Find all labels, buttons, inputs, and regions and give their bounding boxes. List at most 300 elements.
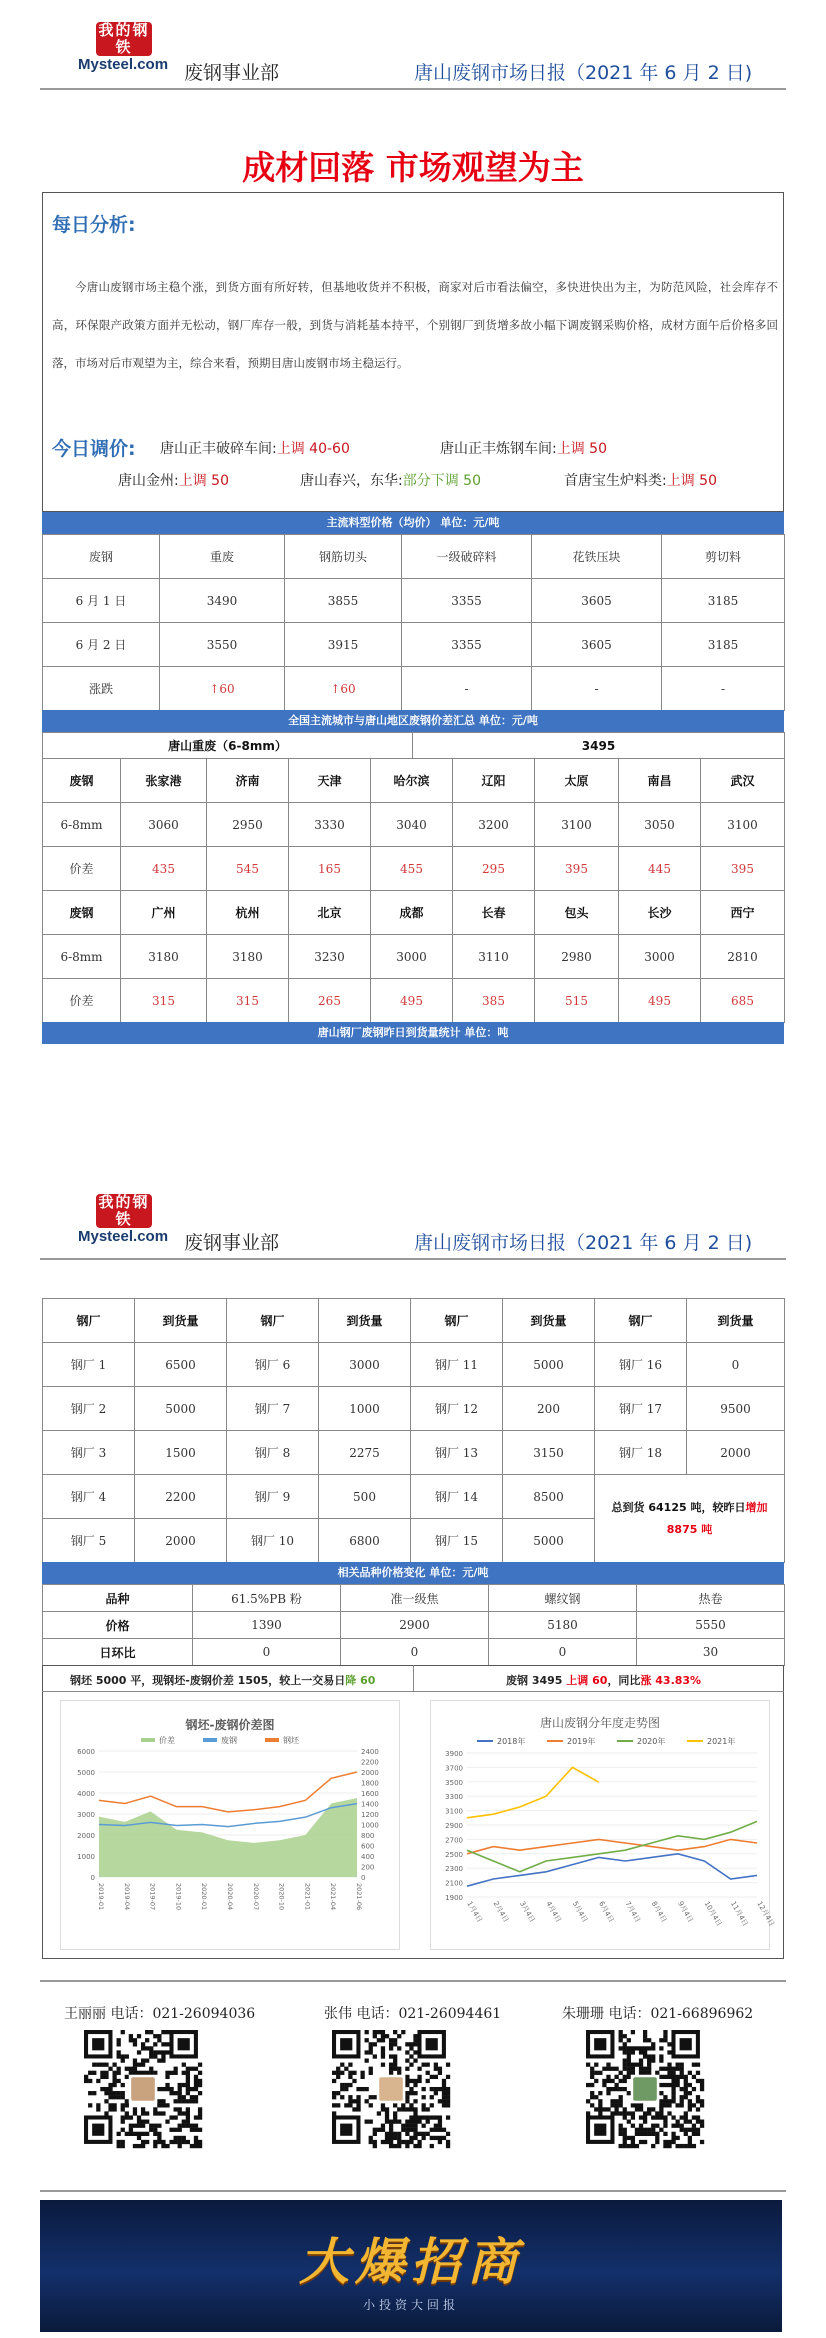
qr-module: [104, 2091, 108, 2095]
x-tick-label: 8月4日: [649, 1900, 669, 1924]
qr-module: [586, 2111, 590, 2115]
status-left: 钢坯 5000 平，现钢坯-废钢价差 1505，较上一交易日降 60: [70, 1674, 376, 1687]
qr-module: [631, 2046, 635, 2050]
qr-module: [684, 2095, 688, 2099]
qr-module: [667, 2099, 671, 2103]
qr-module: [121, 2030, 125, 2034]
qr-module: [639, 2063, 643, 2067]
qr-module: [129, 2067, 133, 2071]
qr-module: [161, 2103, 165, 2107]
qr-module: [125, 2075, 129, 2079]
qr-module: [393, 2132, 397, 2136]
city-cell: 515: [535, 979, 619, 1023]
qr-module: [393, 2136, 397, 2140]
qr-module: [594, 2079, 598, 2083]
mainstream-cell: -: [532, 667, 662, 711]
related-header: 准一级焦: [341, 1585, 489, 1612]
city-header: 哈尔滨: [371, 759, 453, 803]
annual-chart-box: [430, 1700, 776, 1950]
arrival-cell: 钢厂 1: [43, 1343, 135, 1387]
qr-module: [340, 2071, 344, 2075]
city-cell: 2950: [207, 803, 289, 847]
arrival-cell: 6500: [135, 1343, 227, 1387]
x-tick-label: 3月4日: [517, 1900, 537, 1924]
analysis-text: 今唐山废钢市场主稳个涨，到货方面有所好转，但基地收货并不积极，商家对后市看法偏空，多快进快出为主，为防范风险，社会库存不高，环保限产政策方面并无松动，钢厂库存一般，到货与消耗基本持平，个别钢厂到货增多故小幅下调废钢采购价格，成材方面午后价格多回落，市场对后市观望为主，综合来看，预期目唐山废钢市场主稳运行。: [52, 280, 778, 370]
qr-module: [619, 2030, 623, 2034]
qr-module: [623, 2115, 627, 2119]
qr-finder: [92, 2124, 104, 2136]
qr-module: [619, 2132, 623, 2136]
qr-module: [348, 2103, 352, 2107]
qr-module: [647, 2107, 651, 2111]
arrival-cell: 钢厂 16: [595, 1343, 687, 1387]
y-tick-label: 5000: [77, 1769, 95, 1777]
qr-module: [161, 2099, 165, 2103]
qr-module: [198, 2111, 202, 2115]
qr-module: [405, 2144, 409, 2148]
qr-module: [643, 2050, 647, 2054]
qr-module: [100, 2063, 104, 2067]
qr-module: [348, 2095, 352, 2099]
spread-chart-title: 钢坯-废钢价差图: [185, 1718, 275, 1732]
qr-module: [647, 2046, 651, 2050]
qr-module: [413, 2132, 417, 2136]
qr-module: [153, 2054, 157, 2058]
qr-module: [198, 2107, 202, 2111]
qr-module: [397, 2071, 401, 2075]
qr-module: [663, 2075, 667, 2079]
qr-module: [594, 2063, 598, 2067]
qr-module: [340, 2083, 344, 2087]
qr-module: [655, 2124, 659, 2128]
qr-module: [169, 2128, 173, 2132]
qr-module: [125, 2099, 129, 2103]
annual-chart-title: 唐山废钢分年度走势图: [539, 1716, 661, 1730]
mainstream-cell: 涨跌: [43, 667, 160, 711]
qr-module: [684, 2091, 688, 2095]
city-cell: 3100: [701, 803, 785, 847]
arrival-cell: 5000: [503, 1519, 595, 1563]
qr-module: [397, 2107, 401, 2111]
city-cell: 2980: [535, 935, 619, 979]
qr-module: [627, 2144, 631, 2148]
qr-module: [602, 2107, 606, 2111]
qr-module: [117, 2067, 121, 2071]
arrival-cell: 200: [503, 1387, 595, 1431]
qr-module: [100, 2087, 104, 2091]
qr-module: [438, 2067, 442, 2071]
qr-module: [598, 2091, 602, 2095]
qr-module: [422, 2115, 426, 2119]
qr-module: [149, 2046, 153, 2050]
qr-module: [647, 2111, 651, 2115]
qr-module: [178, 2140, 182, 2144]
x-tick-label: 10月4日: [702, 1900, 724, 1928]
y-tick-label: 3100: [445, 1807, 463, 1816]
qr-module: [161, 2140, 165, 2144]
qr-module: [145, 2132, 149, 2136]
qr-module: [594, 2071, 598, 2075]
qr-module: [389, 2067, 393, 2071]
qr-module: [643, 2046, 647, 2050]
city-header: 杭州: [207, 891, 289, 935]
qr-module: [393, 2103, 397, 2107]
qr-module: [639, 2046, 643, 2050]
qr-module: [401, 2030, 405, 2034]
qr-module: [614, 2067, 618, 2071]
city-header: 南昌: [619, 759, 701, 803]
qr-module: [133, 2111, 137, 2115]
mainstream-cell: 3605: [532, 579, 662, 623]
qr-module: [409, 2140, 413, 2144]
mainstream-bar: 主流料型价格（均价） 单位：元/吨: [42, 512, 784, 534]
city-header: 北京: [289, 891, 371, 935]
qr-module: [623, 2075, 627, 2079]
banner-title: 大爆招商: [299, 2232, 523, 2291]
qr-module: [365, 2058, 369, 2062]
qr-module: [676, 2103, 680, 2107]
mysteel-logo: [78, 1194, 174, 1244]
qr-finder: [340, 2124, 352, 2136]
qr-module: [178, 2128, 182, 2132]
qr-module: [161, 2058, 165, 2062]
qr-module: [157, 2140, 161, 2144]
city-cell: 3110: [453, 935, 535, 979]
qr-module: [369, 2103, 373, 2107]
qr-module: [422, 2132, 426, 2136]
qr-module: [651, 2042, 655, 2046]
qr-module: [434, 2128, 438, 2132]
qr-module: [623, 2128, 627, 2132]
qr-module: [344, 2067, 348, 2071]
promo-banner[interactable]: [40, 2200, 782, 2332]
qr-module: [676, 2079, 680, 2083]
qr-module: [692, 2144, 696, 2148]
qr-module: [198, 2115, 202, 2119]
qr-module: [117, 2091, 121, 2095]
qr-module: [651, 2144, 655, 2148]
qr-module: [614, 2107, 618, 2111]
qr-module: [413, 2034, 417, 2038]
qr-module: [610, 2099, 614, 2103]
arrival-cell: 钢厂 3: [43, 1431, 135, 1475]
qr-module: [405, 2058, 409, 2062]
qr-module: [385, 2140, 389, 2144]
qr-module: [141, 2063, 145, 2067]
qr-module: [190, 2099, 194, 2103]
y-tick-label: 3000: [77, 1811, 95, 1819]
qr-module: [112, 2083, 116, 2087]
qr-module: [631, 2050, 635, 2054]
qr-module: [659, 2107, 663, 2111]
qr-module: [117, 2042, 121, 2046]
qr-module: [141, 2046, 145, 2050]
qr-module: [377, 2030, 381, 2034]
qr-module: [174, 2067, 178, 2071]
arrival-header: 到货量: [135, 1299, 227, 1343]
qr-module: [198, 2071, 202, 2075]
qr-module: [684, 2111, 688, 2115]
qr-module: [393, 2054, 397, 2058]
qr-module: [696, 2079, 700, 2083]
qr-module: [161, 2111, 165, 2115]
qr-module: [651, 2132, 655, 2136]
qr-module: [434, 2091, 438, 2095]
qr-module: [614, 2103, 618, 2107]
city-header: 西宁: [701, 891, 785, 935]
qr-module: [684, 2132, 688, 2136]
qr-module: [149, 2128, 153, 2132]
qr-module: [631, 2071, 635, 2075]
qr-module: [381, 2103, 385, 2107]
qr-module: [186, 2099, 190, 2103]
qr-module: [178, 2099, 182, 2103]
qr-module: [688, 2144, 692, 2148]
qr-module: [198, 2140, 202, 2144]
qr-module: [190, 2095, 194, 2099]
qr-module: [623, 2140, 627, 2144]
qr-module: [178, 2107, 182, 2111]
qr-module: [631, 2136, 635, 2140]
city-cell: 3230: [289, 935, 371, 979]
qr-module: [627, 2046, 631, 2050]
qr-module: [137, 2120, 141, 2124]
qr-module: [182, 2071, 186, 2075]
qr-module: [430, 2136, 434, 2140]
qr-module: [389, 2140, 393, 2144]
qr-module: [671, 2115, 675, 2119]
qr-module: [117, 2079, 121, 2083]
qr-module: [133, 2038, 137, 2042]
qr-module: [446, 2099, 450, 2103]
qr-module: [369, 2050, 373, 2054]
arrival-header: 到货量: [687, 1299, 785, 1343]
qr-module: [137, 2071, 141, 2075]
qr-module: [165, 2087, 169, 2091]
city-cell: 395: [701, 847, 785, 891]
qr-module: [417, 2140, 421, 2144]
qr-module: [344, 2103, 348, 2107]
qr-module: [409, 2107, 413, 2111]
qr-module: [671, 2071, 675, 2075]
city-bar: 全国主流城市与唐山地区废钢价差汇总 单位：元/吨: [42, 710, 784, 732]
qr-module: [667, 2071, 671, 2075]
qr-module: [352, 2107, 356, 2111]
y-tick-label: 3300: [445, 1793, 463, 1802]
qr-module: [112, 2103, 116, 2107]
qr-module: [688, 2091, 692, 2095]
qr-module: [186, 2087, 190, 2091]
qr-module: [409, 2103, 413, 2107]
qr-module: [405, 2050, 409, 2054]
qr-module: [602, 2067, 606, 2071]
x-tick-label: 11月4日: [728, 1900, 750, 1928]
arrival-header: 到货量: [503, 1299, 595, 1343]
qr-module: [598, 2107, 602, 2111]
qr-module: [157, 2111, 161, 2115]
qr-module: [647, 2128, 651, 2132]
qr-module: [434, 2067, 438, 2071]
qr-module: [389, 2128, 393, 2132]
arrival-cell: 钢厂 10: [227, 1519, 319, 1563]
series-line-0: [467, 1854, 757, 1886]
qr-module: [344, 2083, 348, 2087]
qr-module: [377, 2038, 381, 2042]
qr-module: [409, 2124, 413, 2128]
qr-finder: [178, 2038, 190, 2050]
qr-module: [651, 2046, 655, 2050]
qr-module: [671, 2087, 675, 2091]
qr-module: [178, 2087, 182, 2091]
qr-module: [438, 2136, 442, 2140]
qr-module: [590, 2095, 594, 2099]
arrival-cell: 钢厂 9: [227, 1475, 319, 1519]
qr-module: [108, 2095, 112, 2099]
qr-module: [145, 2071, 149, 2075]
qr-module: [141, 2132, 145, 2136]
qr-module: [121, 2144, 125, 2148]
header-rule: [40, 88, 786, 90]
qr-module: [430, 2095, 434, 2099]
qr-module: [153, 2132, 157, 2136]
qr-module: [352, 2079, 356, 2083]
qr-module: [405, 2079, 409, 2083]
qr-module: [373, 2034, 377, 2038]
qr-module: [165, 2042, 169, 2046]
x-tick-label: 4月4日: [544, 1900, 563, 1924]
qr-module: [663, 2034, 667, 2038]
y-tick-label: 2700: [445, 1836, 463, 1845]
annual-chart-legend: [477, 1736, 735, 1746]
qr-module: [178, 2095, 182, 2099]
qr-module: [381, 2107, 385, 2111]
qr-module: [659, 2058, 663, 2062]
qr-module: [108, 2091, 112, 2095]
qr-module: [393, 2067, 397, 2071]
qr-module: [680, 2095, 684, 2099]
x-tick-label: 2019-04: [122, 1883, 131, 1911]
y2-tick-label: 1200: [361, 1811, 379, 1819]
qr-module: [121, 2128, 125, 2132]
qr-module: [586, 2063, 590, 2067]
qr-module: [667, 2075, 671, 2079]
qr-module: [643, 2034, 647, 2038]
qr-module: [619, 2079, 623, 2083]
qr-module: [696, 2095, 700, 2099]
series-area-spread: [99, 1798, 357, 1877]
qr-module: [635, 2063, 639, 2067]
qr-module: [401, 2140, 405, 2144]
qr-module: [186, 2083, 190, 2087]
qr-module: [405, 2095, 409, 2099]
qr-module: [422, 2103, 426, 2107]
qr-finder: [594, 2038, 606, 2050]
related-cell: 0: [489, 1639, 637, 1666]
qr-module: [381, 2124, 385, 2128]
city-cell: 3000: [371, 935, 453, 979]
qr-module: [365, 2030, 369, 2034]
qr-module: [157, 2136, 161, 2140]
qr-module: [336, 2103, 340, 2107]
qr-module: [348, 2075, 352, 2079]
arrival-cell: 钢厂 14: [411, 1475, 503, 1519]
qr-module: [643, 2030, 647, 2034]
y-tick-label: 0: [90, 1874, 95, 1882]
qr-module: [369, 2095, 373, 2099]
qr-module: [194, 2079, 198, 2083]
qr-module: [137, 2115, 141, 2119]
qr-module: [417, 2120, 421, 2124]
qr-module: [446, 2115, 450, 2119]
qr-module: [332, 2095, 336, 2099]
city-cell: 395: [535, 847, 619, 891]
qr-module: [619, 2144, 623, 2148]
qr-module: [619, 2111, 623, 2115]
qr-module: [446, 2075, 450, 2079]
qr-module: [373, 2042, 377, 2046]
y-tick-label: 6000: [77, 1748, 95, 1756]
qr-module: [104, 2075, 108, 2079]
qr-module: [174, 2140, 178, 2144]
qr-module: [688, 2107, 692, 2111]
qr-module: [663, 2067, 667, 2071]
qr-module: [178, 2124, 182, 2128]
qr-module: [125, 2103, 129, 2107]
qr-module: [174, 2099, 178, 2103]
qr-module: [141, 2140, 145, 2144]
qr-module: [381, 2054, 385, 2058]
qr-module: [332, 2111, 336, 2115]
qr-module: [397, 2120, 401, 2124]
city-header: 长沙: [619, 891, 701, 935]
qr-module: [639, 2107, 643, 2111]
x-tick-label: 9月4日: [676, 1900, 695, 1924]
banner-subtitle: 小投资大回报: [362, 2298, 459, 2312]
qr-module: [182, 2120, 186, 2124]
y-tick-label: 1000: [77, 1853, 95, 1861]
qr-module: [336, 2075, 340, 2079]
qr-module: [336, 2071, 340, 2075]
qr-module: [141, 2124, 145, 2128]
qr-module: [598, 2111, 602, 2115]
qr-module: [117, 2144, 121, 2148]
qr-module: [700, 2103, 704, 2107]
qr-module: [442, 2087, 446, 2091]
related-header: 螺纹钢: [489, 1585, 637, 1612]
qr-module: [446, 2140, 450, 2144]
qr-module: [153, 2050, 157, 2054]
qr-module: [700, 2099, 704, 2103]
qr-module: [663, 2083, 667, 2087]
qr-module: [125, 2115, 129, 2119]
qr-module: [413, 2136, 417, 2140]
qr-module: [161, 2087, 165, 2091]
qr-module: [639, 2058, 643, 2062]
city-cell: 3180: [207, 935, 289, 979]
qr-module: [651, 2115, 655, 2119]
qr-module: [671, 2075, 675, 2079]
qr-module: [141, 2107, 145, 2111]
qr-module: [389, 2071, 393, 2075]
qr-module: [422, 2095, 426, 2099]
qr-module: [112, 2075, 116, 2079]
legend-label: 2021年: [707, 1737, 736, 1746]
qr-module: [194, 2144, 198, 2148]
contact-2: 张伟 电话：021-26094461: [324, 2006, 502, 2022]
qr-module: [643, 2067, 647, 2071]
qr-module: [393, 2144, 397, 2148]
city-cell: 685: [701, 979, 785, 1023]
